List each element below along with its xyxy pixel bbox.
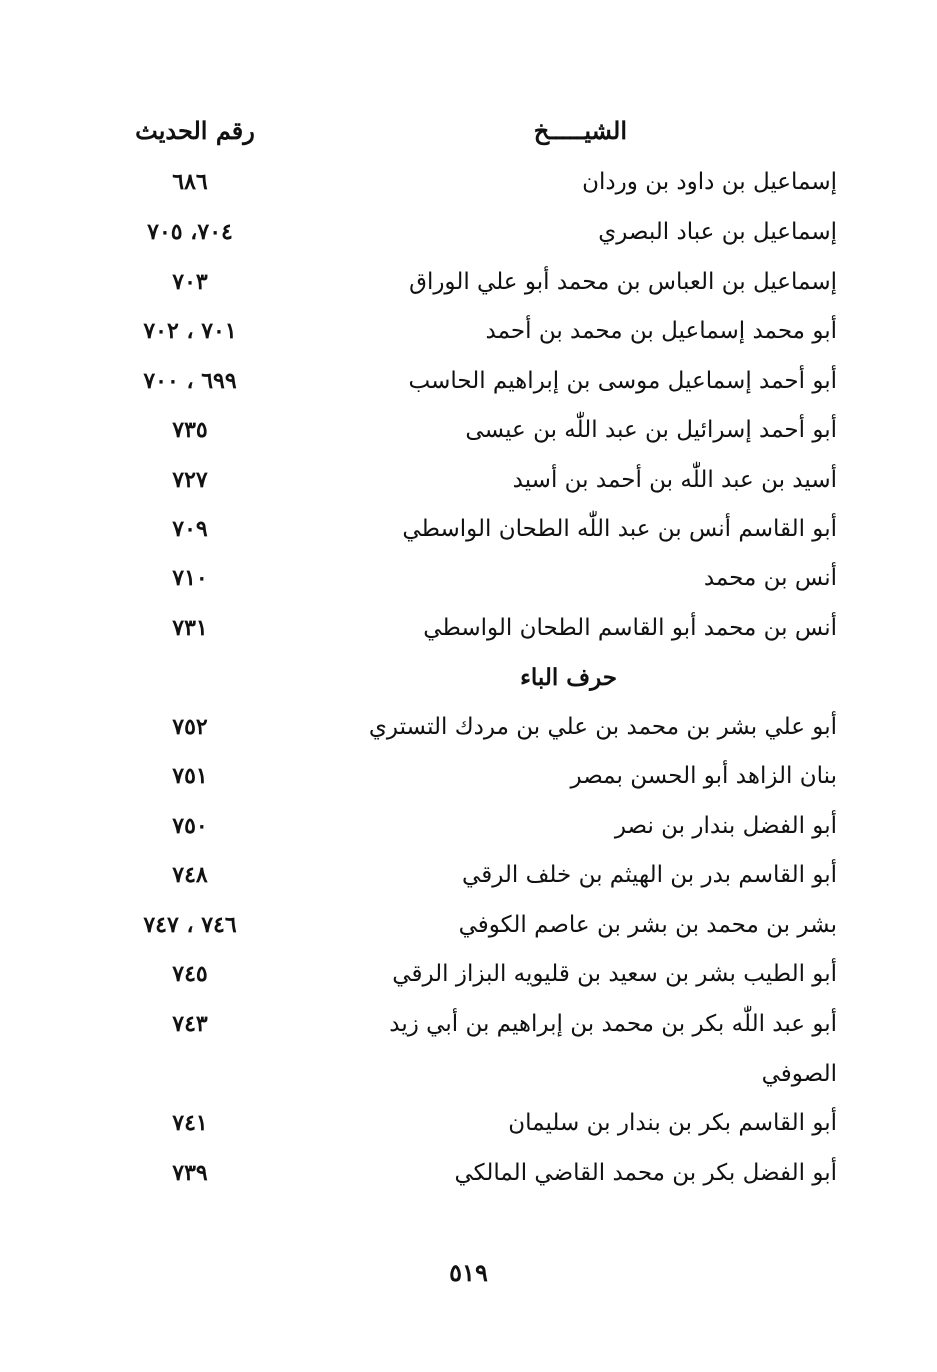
table-row-continuation — [0, 1049, 937, 1099]
hadith-number: ٧٤١ — [172, 1110, 208, 1136]
hadith-number: ٧٣٥ — [172, 417, 208, 443]
hadith-number: ٧٠٩ — [172, 516, 208, 542]
table-row — [0, 504, 937, 554]
hadith-number: ٧٥١ — [172, 763, 208, 789]
shaykh-name: أسيد بن عبد اللّٰه بن أحمد بن أسيد — [512, 467, 837, 493]
table-row — [0, 850, 937, 900]
table-row — [0, 801, 937, 851]
table-row — [0, 603, 937, 653]
table-row — [0, 999, 937, 1049]
table-row — [0, 702, 937, 752]
hadith-number: ٧٤٥ — [172, 961, 208, 987]
shaykh-name: أبو الفضل بندار بن نصر — [614, 813, 837, 839]
hadith-number: ٧١٠ — [172, 565, 208, 591]
column-header-hadith-number: رقم الحديث — [135, 115, 255, 145]
table-header — [0, 105, 937, 155]
shaykh-name: بشر بن محمد بن بشر بن عاصم الكوفي — [458, 912, 837, 938]
section-heading-row — [0, 652, 937, 702]
shaykh-name: أبو الطيب بشر بن سعيد بن قليويه البزاز الرقي — [392, 961, 837, 987]
hadith-number: ٧٢٧ — [172, 467, 208, 493]
table-row — [0, 751, 937, 801]
hadith-number: ٦٩٩ ، ٧٠٠ — [143, 368, 237, 394]
hadith-number: ٧٤٦ ، ٧٤٧ — [143, 912, 237, 938]
shaykh-name: أبو علي بشر بن محمد بن علي بن مردك التستري — [368, 714, 837, 740]
table-row — [0, 553, 937, 603]
shaykh-name: أنس بن محمد أبو القاسم الطحان الواسطي — [423, 615, 837, 641]
table-row — [0, 306, 937, 356]
hadith-number: ٧٠٤، ٧٠٥ — [147, 219, 233, 245]
page-number: ٥١٩ — [449, 1258, 488, 1287]
hadith-number: ٧٠٣ — [172, 269, 208, 295]
hadith-number: ٧٣٩ — [172, 1160, 208, 1186]
column-header-shaykh: الشيـــــخ — [533, 115, 627, 145]
hadith-number: ٧٤٣ — [172, 1011, 208, 1037]
shaykh-name: إسماعيل بن داود بن وردان — [582, 169, 837, 195]
hadith-number: ٦٨٦ — [172, 169, 208, 195]
shaykh-name: أبو الفضل بكر بن محمد القاضي المالكي — [454, 1160, 837, 1186]
shaykh-name: أبو عبد اللّٰه بكر بن محمد بن إبراهيم بن أبي زيد — [389, 1011, 837, 1037]
section-title: حرف الباء — [520, 663, 617, 691]
shaykh-name: أبو أحمد إسرائيل بن عبد اللّٰه بن عيسى — [465, 417, 837, 443]
shaykh-name: أبو القاسم أنس بن عبد اللّٰه الطحان الواسطي — [402, 516, 837, 542]
table-row — [0, 405, 937, 455]
shaykh-name: أبو محمد إسماعيل بن محمد بن أحمد — [485, 318, 837, 344]
hadith-number: ٧٣١ — [172, 615, 208, 641]
table-row — [0, 207, 937, 257]
table-row — [0, 1098, 937, 1148]
table-row — [0, 356, 937, 406]
shaykh-name: أنس بن محمد — [703, 565, 837, 591]
shaykh-name: أبو القاسم بكر بن بندار بن سليمان — [508, 1110, 837, 1136]
shaykh-name: إسماعيل بن عباد البصري — [598, 219, 837, 245]
hadith-number: ٧٥٠ — [172, 813, 208, 839]
table-row — [0, 949, 937, 999]
hadith-number: ٧٠١ ، ٧٠٢ — [143, 318, 237, 344]
shaykh-name: أبو أحمد إسماعيل موسى بن إبراهيم الحاسب — [408, 368, 837, 394]
table-row — [0, 257, 937, 307]
table-row — [0, 900, 937, 950]
shaykh-name: الصوفي — [761, 1061, 837, 1087]
table-row — [0, 1148, 937, 1198]
table-row — [0, 455, 937, 505]
shaykh-name: بنان الزاهد أبو الحسن بمصر — [570, 763, 837, 789]
shaykh-name: أبو القاسم بدر بن الهيثم بن خلف الرقي — [462, 862, 837, 888]
shaykh-name: إسماعيل بن العباس بن محمد أبو علي الوراق — [409, 269, 837, 295]
table-row — [0, 157, 937, 207]
hadith-number: ٧٥٢ — [172, 714, 208, 740]
hadith-number: ٧٤٨ — [172, 862, 208, 888]
